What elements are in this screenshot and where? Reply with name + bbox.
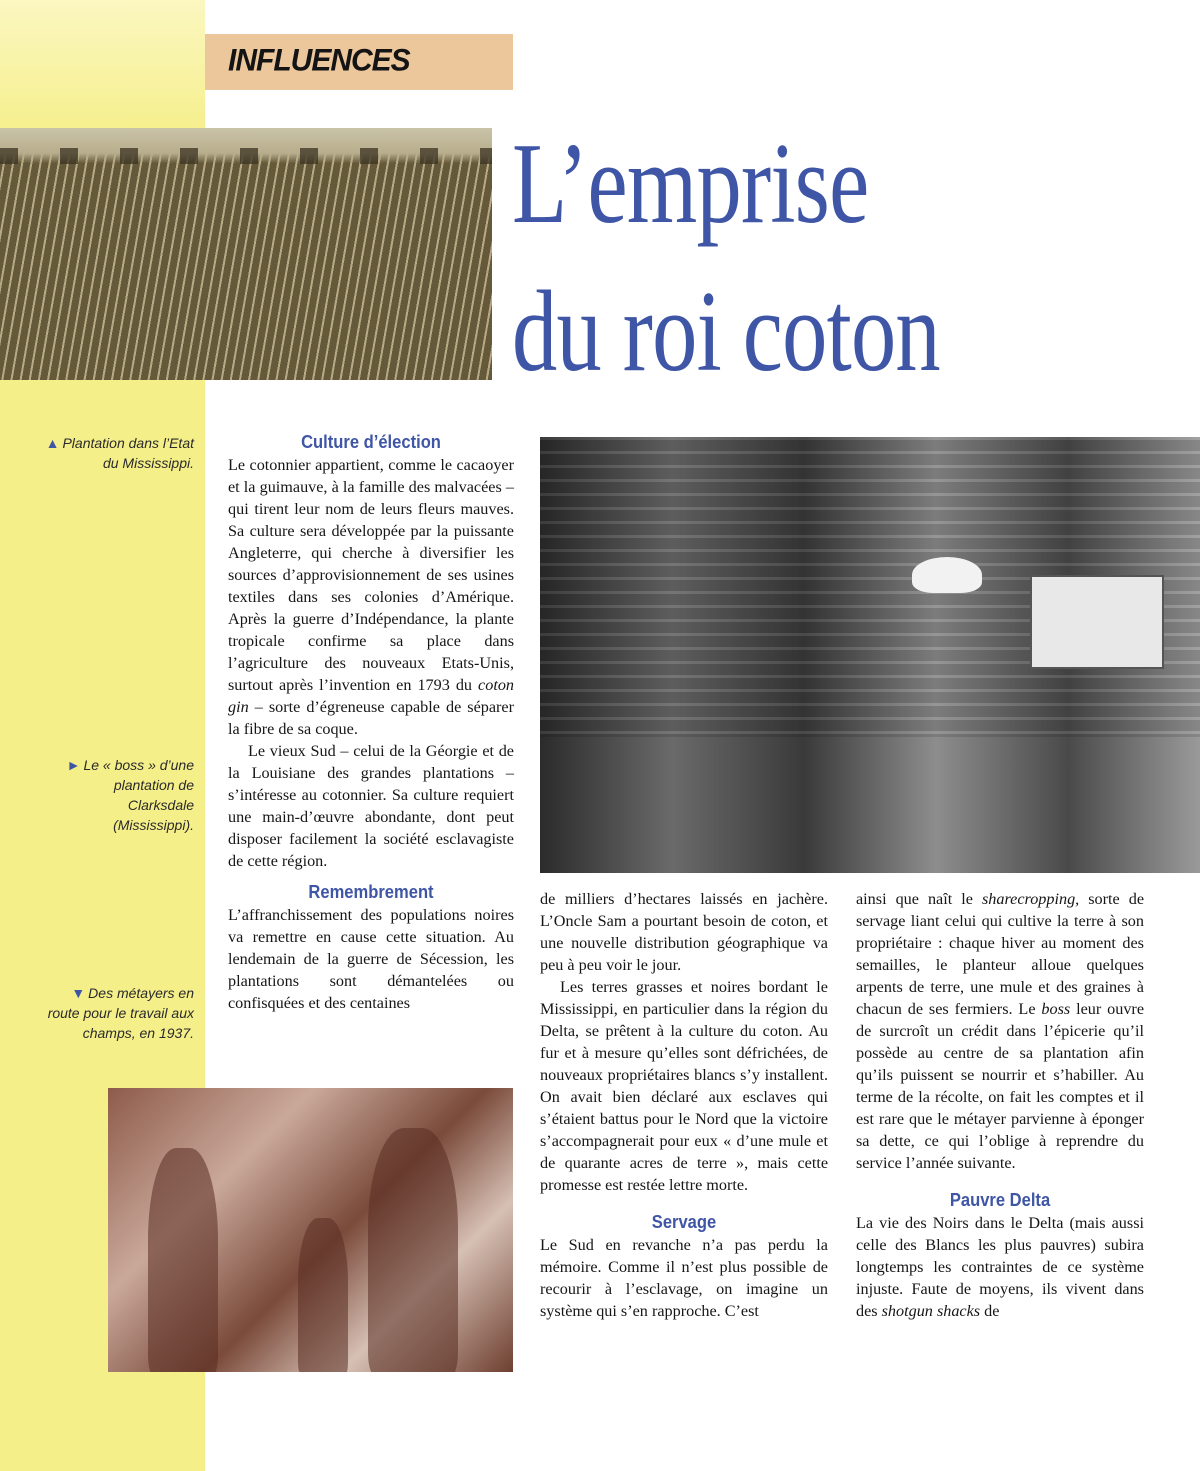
heading-pauvre-delta: Pauvre Delta xyxy=(949,1190,1051,1210)
heading-servage: Servage xyxy=(651,1212,717,1232)
paragraph xyxy=(228,454,514,740)
headline-line-2: du roi coton xyxy=(512,268,940,396)
photo-sign xyxy=(1030,575,1164,669)
caption-text: Le « boss » d’une plantation de Clarksdale (Mississippi). xyxy=(83,757,194,833)
headline-line-1: L’emprise xyxy=(512,120,869,248)
plantation-boss-photo xyxy=(540,437,1200,873)
emphasis: coton gin xyxy=(228,676,515,716)
text: sorte de servage liant celui qui cultive la terre à son propriétaire : chaque hiver au moment des semailles, le planteur alloue quelques arpents de terre, une mule et des graines à chacun de ses fermiers. Le xyxy=(856,890,1145,1018)
paragraph xyxy=(856,888,1144,1174)
paragraph: L’affranchissement des populations noires va remettre en cause cette situation. Au lendemain de la guerre de Sécession, les plantations sont démantelées ou confisquées et des centaines xyxy=(228,906,514,1012)
plantation-houses xyxy=(0,148,492,164)
article-column-3 xyxy=(856,888,1144,1322)
arrow-right-icon: ► xyxy=(66,757,81,773)
photo-hat xyxy=(912,557,982,593)
text: – sorte d’égreneuse capable de séparer la fibre de sa coque. xyxy=(228,698,515,738)
caption-boss xyxy=(44,755,194,835)
paragraph: Le Sud en revanche n’a pas perdu la mémoire. Comme il n’est plus possible de recourir à l’esclavage, on imagine un système qui s’en rapproche. C’est xyxy=(540,1236,828,1320)
text: La vie des Noirs dans le Delta (mais aussi celle des Blancs les plus pauvres) subira longtemps les contraintes de ce système injuste. Faute de moyens, ils vivent dans des xyxy=(856,1214,1144,1320)
section-tag: INFLUENCES xyxy=(228,43,410,78)
text: ainsi que naît le xyxy=(856,890,973,908)
headline xyxy=(512,110,1027,406)
paragraph: Le vieux Sud – celui de la Géorgie et de la Louisiane des grandes plantations – s’intéresse au cotonnier. Sa culture requiert une main-d’œuvre abondante, dont peut disposer facilement la société esclavagiste de cette région. xyxy=(228,742,514,870)
text: de xyxy=(984,1302,1000,1320)
plantation-field-photo xyxy=(0,128,492,380)
caption-plantation xyxy=(44,433,194,473)
article-column-1 xyxy=(228,430,514,1014)
caption-text: Plantation dans l’Etat du Mississippi. xyxy=(62,435,194,471)
caption-workers xyxy=(44,983,194,1043)
paragraph: Les terres grasses et noires bordant le Mississippi, en particulier dans la région du Delta, se prêtent à la culture du coton. Au fur et à mesure qu’elles sont défrichées, de nouveaux propriétaires blancs s’y installent. On avait bien déclaré aux esclaves qui s’étaient battus pour le Nord que la victoire s’accompagnerait pour eux « d’une mule et de quarante acres de terre », mais cette promesse est restée lettre morte. xyxy=(540,978,828,1194)
heading-remembrement: Remembrement xyxy=(308,882,434,902)
article-column-2 xyxy=(540,888,828,1322)
arrow-down-icon: ▼ xyxy=(71,985,86,1001)
photo-figure xyxy=(368,1128,458,1372)
photo-figure xyxy=(148,1148,218,1372)
emphasis: shotgun shacks xyxy=(881,1302,981,1320)
arrow-up-icon: ▲ xyxy=(45,435,60,451)
emphasis: sharecropping, xyxy=(981,890,1080,908)
caption-text: Des métayers en route pour le travail aux champs, en 1937. xyxy=(47,985,194,1041)
text: leur ouvre de surcroît un crédit dans l’épicerie qu’il possède au centre de sa plantation afin qu’ils puissent se nourrir et s’habiller. Au terme de la récolte, on fait les comptes et il est rare que le métayer parvienne à éponger sa dette, ce qui l’oblige à reprendre du service l’année suivante. xyxy=(856,1000,1145,1172)
text: Le cotonnier appartient, comme le cacaoyer et la guimauve, à la famille des malvacées – qui tirent leur nom de leurs fleurs mauves. Sa culture sera développée par la puissante Angleterre, qui cherche à diversifier les sources d’approvisionnement de ses usines textiles dans ses colonies d’Amérique. Après la guerre d’Indépendance, la plante tropicale confirme sa place dans l’agriculture des nouveaux Etats-Unis, surtout après l’invention en 1793 du xyxy=(228,456,514,694)
workers-photo xyxy=(108,1088,513,1372)
paragraph xyxy=(856,1212,1144,1322)
emphasis: boss xyxy=(1041,1000,1071,1018)
photo-figure xyxy=(298,1218,348,1372)
heading-culture: Culture d’élection xyxy=(301,432,441,452)
paragraph: de milliers d’hectares laissés en jachère. L’Oncle Sam a pourtant besoin de coton, et une nouvelle distribution géographique va peu à peu voir le jour. xyxy=(540,890,828,974)
band-fade xyxy=(0,0,205,140)
